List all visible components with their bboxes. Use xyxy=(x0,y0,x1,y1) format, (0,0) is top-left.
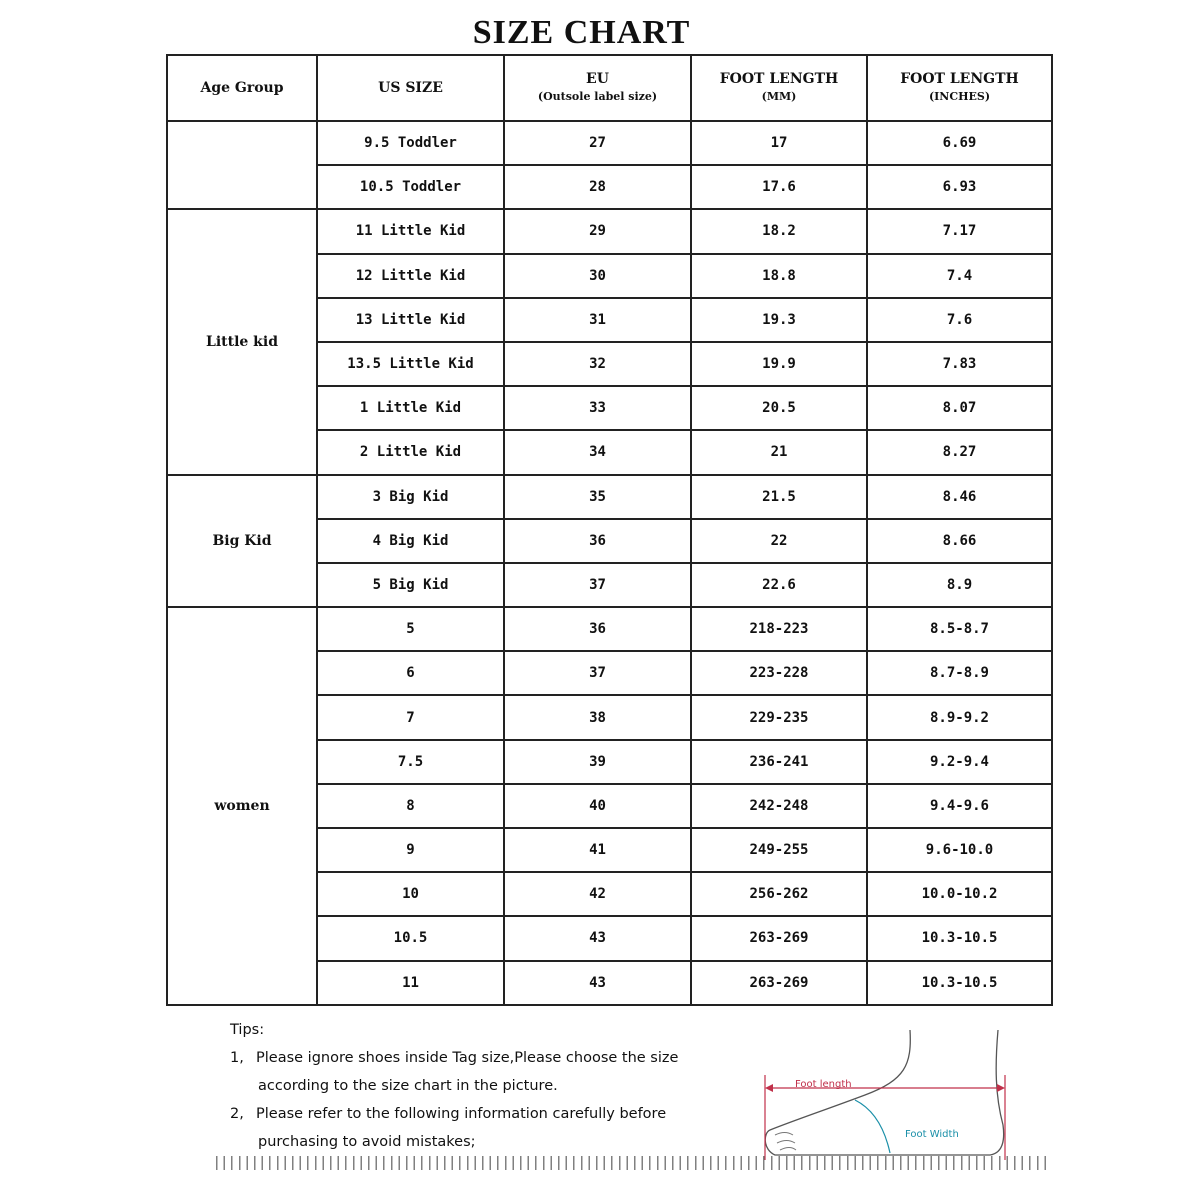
foot-length-mm-cell: 242-248 xyxy=(691,784,867,828)
foot-length-inches-cell: 8.9 xyxy=(867,563,1052,607)
foot-measurement-diagram xyxy=(755,1025,1055,1165)
us-size-cell: 3 Big Kid xyxy=(317,475,504,519)
eu-size-cell: 38 xyxy=(504,695,691,739)
eu-size-cell: 32 xyxy=(504,342,691,386)
foot-length-inches-cell: 8.66 xyxy=(867,519,1052,563)
age-group-cell: women xyxy=(167,607,317,1005)
table-row xyxy=(167,209,1052,253)
foot-length-mm-cell: 18.2 xyxy=(691,209,867,253)
foot-length-inches-cell: 6.93 xyxy=(867,165,1052,209)
foot-length-inches-cell: 10.3-10.5 xyxy=(867,916,1052,960)
foot-length-inches-cell: 10.0-10.2 xyxy=(867,872,1052,916)
foot-outline-icon xyxy=(765,1030,1003,1155)
us-size-cell: 13 Little Kid xyxy=(317,298,504,342)
us-size-cell: 5 Big Kid xyxy=(317,563,504,607)
foot-length-mm-cell: 249-255 xyxy=(691,828,867,872)
eu-size-cell: 30 xyxy=(504,254,691,298)
foot-length-mm-cell: 229-235 xyxy=(691,695,867,739)
age-group-cell: Little kid xyxy=(167,209,317,474)
foot-length-inches-cell: 8.07 xyxy=(867,386,1052,430)
us-size-cell: 11 Little Kid xyxy=(317,209,504,253)
us-size-cell: 10.5 xyxy=(317,916,504,960)
foot-length-mm-cell: 22.6 xyxy=(691,563,867,607)
eu-size-cell: 43 xyxy=(504,916,691,960)
header-foot-length-mm: FOOT LENGTH (MM) xyxy=(691,55,867,121)
foot-length-inches-cell: 8.9-9.2 xyxy=(867,695,1052,739)
us-size-cell: 7 xyxy=(317,695,504,739)
us-size-cell: 10 xyxy=(317,872,504,916)
us-size-cell: 9 xyxy=(317,828,504,872)
eu-size-cell: 36 xyxy=(504,519,691,563)
foot-length-inches-cell: 9.2-9.4 xyxy=(867,740,1052,784)
foot-length-mm-cell: 263-269 xyxy=(691,916,867,960)
foot-length-inches-cell: 8.27 xyxy=(867,430,1052,474)
foot-length-inches-cell: 8.5-8.7 xyxy=(867,607,1052,651)
foot-length-mm-cell: 22 xyxy=(691,519,867,563)
foot-length-inches-cell: 10.3-10.5 xyxy=(867,961,1052,1005)
us-size-cell: 9.5 Toddler xyxy=(317,121,504,165)
ruler-scale xyxy=(216,1156,1052,1170)
eu-size-cell: 29 xyxy=(504,209,691,253)
foot-length-inches-cell: 7.17 xyxy=(867,209,1052,253)
foot-length-mm-cell: 263-269 xyxy=(691,961,867,1005)
foot-length-mm-cell: 21.5 xyxy=(691,475,867,519)
foot-length-mm-cell: 17.6 xyxy=(691,165,867,209)
tip-item-continuation: purchasing to avoid mistakes; xyxy=(258,1134,476,1150)
header-foot-length-inches: FOOT LENGTH (INCHES) xyxy=(867,55,1052,121)
tip-item-continuation: according to the size chart in the picture. xyxy=(258,1078,558,1094)
table-row xyxy=(167,475,1052,519)
us-size-cell: 10.5 Toddler xyxy=(317,165,504,209)
table-row xyxy=(167,607,1052,651)
us-size-cell: 8 xyxy=(317,784,504,828)
eu-size-cell: 37 xyxy=(504,651,691,695)
eu-size-cell: 33 xyxy=(504,386,691,430)
us-size-cell: 5 xyxy=(317,607,504,651)
foot-length-inches-cell: 9.6-10.0 xyxy=(867,828,1052,872)
foot-width-label: Foot Width xyxy=(905,1129,959,1140)
us-size-cell: 13.5 Little Kid xyxy=(317,342,504,386)
age-group-cell: Big Kid xyxy=(167,475,317,608)
foot-length-inches-cell: 8.7-8.9 xyxy=(867,651,1052,695)
eu-size-cell: 28 xyxy=(504,165,691,209)
us-size-cell: 6 xyxy=(317,651,504,695)
us-size-cell: 4 Big Kid xyxy=(317,519,504,563)
foot-length-label: Foot length xyxy=(795,1079,852,1090)
foot-length-mm-cell: 19.3 xyxy=(691,298,867,342)
tip-item: 2, Please refer to the following information carefully before xyxy=(230,1106,667,1122)
foot-length-inches-cell: 9.4-9.6 xyxy=(867,784,1052,828)
foot-length-inches-cell: 8.46 xyxy=(867,475,1052,519)
eu-size-cell: 37 xyxy=(504,563,691,607)
foot-length-mm-cell: 223-228 xyxy=(691,651,867,695)
us-size-cell: 7.5 xyxy=(317,740,504,784)
foot-length-mm-cell: 218-223 xyxy=(691,607,867,651)
foot-length-mm-cell: 21 xyxy=(691,430,867,474)
tips-section xyxy=(230,1016,678,1156)
foot-length-inches-cell: 6.69 xyxy=(867,121,1052,165)
eu-size-cell: 35 xyxy=(504,475,691,519)
eu-size-cell: 36 xyxy=(504,607,691,651)
eu-size-cell: 31 xyxy=(504,298,691,342)
us-size-cell: 2 Little Kid xyxy=(317,430,504,474)
page-title: SIZE CHART xyxy=(472,14,691,51)
size-chart-table xyxy=(166,54,1053,1006)
eu-size-cell: 43 xyxy=(504,961,691,1005)
tips-heading: Tips: xyxy=(230,1022,265,1038)
us-size-cell: 1 Little Kid xyxy=(317,386,504,430)
foot-length-inches-cell: 7.4 xyxy=(867,254,1052,298)
foot-length-mm-cell: 236-241 xyxy=(691,740,867,784)
tip-item: 1, Please ignore shoes inside Tag size,Please choose the size xyxy=(230,1050,679,1066)
foot-length-inches-cell: 7.83 xyxy=(867,342,1052,386)
header-age-group: Age Group xyxy=(167,55,317,121)
eu-size-cell: 34 xyxy=(504,430,691,474)
foot-length-inches-cell: 7.6 xyxy=(867,298,1052,342)
foot-length-mm-cell: 20.5 xyxy=(691,386,867,430)
foot-length-mm-cell: 18.8 xyxy=(691,254,867,298)
us-size-cell: 12 Little Kid xyxy=(317,254,504,298)
foot-length-mm-cell: 17 xyxy=(691,121,867,165)
header-us-size: US SIZE xyxy=(317,55,504,121)
table-body xyxy=(167,121,1052,1005)
foot-length-mm-cell: 19.9 xyxy=(691,342,867,386)
foot-length-mm-cell: 256-262 xyxy=(691,872,867,916)
table-header-row xyxy=(167,55,1052,121)
age-group-cell xyxy=(167,121,317,209)
eu-size-cell: 27 xyxy=(504,121,691,165)
eu-size-cell: 41 xyxy=(504,828,691,872)
us-size-cell: 11 xyxy=(317,961,504,1005)
eu-size-cell: 39 xyxy=(504,740,691,784)
eu-size-cell: 42 xyxy=(504,872,691,916)
table-row xyxy=(167,121,1052,165)
eu-size-cell: 40 xyxy=(504,784,691,828)
header-eu: EU (Outsole label size) xyxy=(504,55,691,121)
